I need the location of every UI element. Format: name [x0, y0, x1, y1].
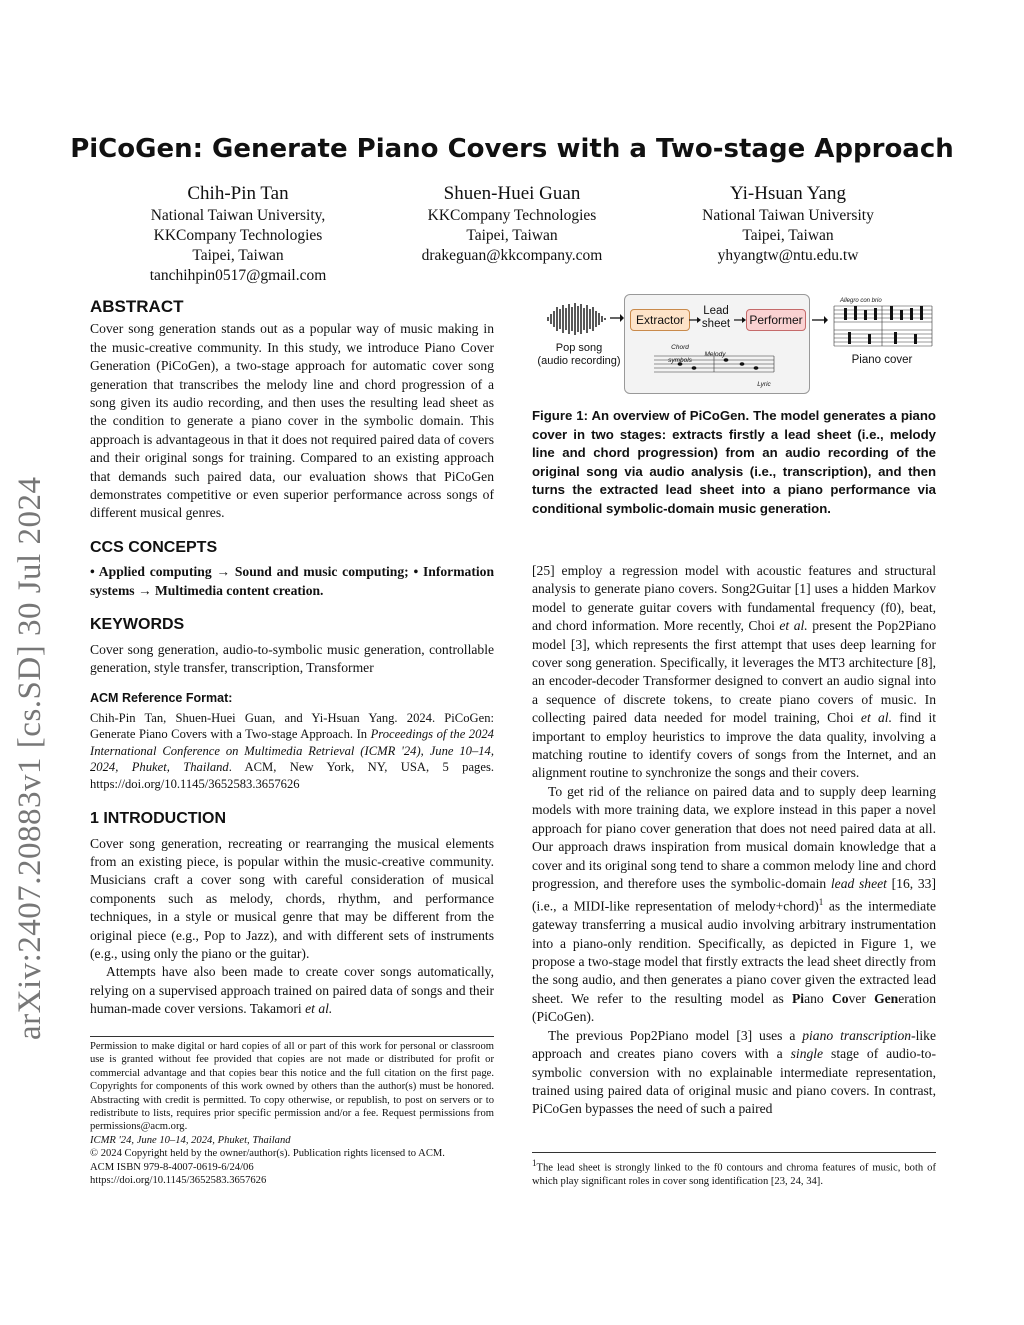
author-name: Chih-Pin Tan — [187, 183, 289, 204]
rp2-text-c: as the intermediate gateway transferring a musical audio involving arbitrary instrumentation into a piano-only rendition. Specifically, as depicted in Figure 1, we propose a two-stage model that firstly extracts the lead sheet directly from the song audio, and then generates a piano cover given the extracted lead sheet. We refer to the resulting model as — [532, 898, 937, 1006]
author-block-2 — [392, 182, 632, 266]
intro-paragraph-2 — [90, 963, 494, 1018]
author-block-1 — [118, 182, 358, 286]
arrow-icon — [610, 312, 624, 324]
author-email: drakeguan@kkcompany.com — [421, 247, 603, 264]
figure-1 — [532, 292, 936, 402]
conference-line: ICMR '24, June 10–14, 2024, Phuket, Thailand — [90, 1134, 291, 1146]
extractor-block: Extractor — [630, 309, 690, 331]
footnote-text: The lead sheet is strongly linked to the f0 contours and chroma features of music, both of which play significant roles in cover song identification [23, 24, 34]. — [532, 1162, 936, 1187]
rp1-etal-2: et al. — [860, 710, 892, 726]
right-footnote — [532, 1157, 936, 1188]
footnote-number: 1 — [532, 1158, 537, 1168]
right-footnote-rule — [532, 1152, 936, 1153]
author-location: Taipei, Taiwan — [192, 247, 284, 264]
piano-score-icon — [830, 302, 936, 352]
rp3-text-a: The previous Pop2Piano model [3] uses a — [548, 1027, 803, 1043]
author-affiliation: KKCompany Technologies — [427, 207, 597, 224]
arrow-icon — [812, 314, 828, 326]
doi-line: https://doi.org/10.1145/3652583.3657626 — [90, 1175, 267, 1187]
rp3-single: single — [790, 1046, 824, 1062]
right-paragraph-1 — [532, 562, 936, 783]
right-column — [532, 562, 936, 1119]
pop-song-label — [534, 342, 624, 368]
rp2-ver: ver — [848, 990, 875, 1006]
author-email: yhyangtw@ntu.edu.tw — [717, 247, 859, 264]
lead-text: Lead — [703, 305, 729, 317]
permission-block — [90, 1040, 494, 1187]
chord-symbols-label: Chord symbols — [668, 344, 692, 364]
intro-paragraph-1: Cover song generation, recreating or rearranging the musical elements from an existing piece, is popular within the music-creative community. Musicians craft a cover song with careful consideration of musical components such as melody, chords, rhythm, and performance techniques, in a style or musical genre that may be different from the original piece (e.g., Pop to Jazz), and with different sets of instruments (e.g., using only the piano or the guitar). — [90, 835, 494, 962]
acm-ref-venue: Proceedings of the 2024 International Conference on Multimedia Retrieval (ICMR '24), June 10–14, 2024, Phuket, Thailand — [90, 727, 494, 775]
rp2-text-a: To get rid of the reliance on paired data and to supply deep learning models with more training data, we explore instead in this paper a novel approach for piano cover generation that does not need paired data at all. Our approach draws inspiration from musical domain knowledge that a cover and its original song tend to share a common melody line and chord progression, and therefore uses the symbolic-domain — [532, 783, 936, 891]
ccs-text: • Applied computing → Sound and music computing; • Information systems → Multimedia content creation. — [90, 564, 494, 598]
lyric-label: Lyric — [757, 381, 771, 388]
author-affiliation: National Taiwan University, — [150, 207, 326, 224]
paper-title: PiCoGen: Generate Piano Covers with a Two-stage Approach — [70, 134, 954, 164]
rp1-etal-1: et al. — [779, 618, 808, 634]
rp1-text-b: present the Pop2Piano model [3], which represents the first attempt that uses deep learning for cover song generation. Specifically, it leverages the MT3 architecture [8], an encoder-decoder Transformer designed to convert an audio signal into a sequence of discrete tokens, to create piano covers of music. In collecting paired data needed for model training, Choi — [532, 618, 936, 726]
rp3-piano-transcription: piano transcription — [802, 1027, 912, 1043]
rp2-lead-sheet: lead sheet — [830, 875, 887, 891]
author-name: Yi-Hsuan Yang — [729, 183, 847, 204]
rp2-eration: eration (PiCoGen). — [532, 990, 936, 1025]
rp2-co: Co — [831, 990, 849, 1006]
sheet-text: sheet — [701, 318, 731, 330]
author-affiliation: National Taiwan University — [702, 207, 874, 224]
keywords-text: Cover song generation, audio-to-symbolic music generation, controllable generation, style transfer, transcription, Transformer — [90, 641, 494, 675]
abstract-text: Cover song generation stands out as a popular way of music making in the music-creative community. In this study, we introduce Piano Cover Generation (PiCoGen), a two-stage approach for automatic cover song generation that transcribes the melody line and chord progression of a song given its audio recording, and then uses the resulting lead sheet as the condition to generate a piano cover in the symbolic domain. This approach is advantageous in that it does not required paired data of covers and their original songs for training. Compared to an existing approach that demands such paired data, our evaluation shows that PiCoGen demonstrates competitive or even superior performance across songs of different musical genres. — [90, 321, 494, 521]
rp2-gen: Gen — [874, 990, 899, 1006]
piano-cover-label: Piano cover — [851, 354, 913, 366]
audio-recording-text: (audio recording) — [537, 355, 621, 367]
ccs-heading: CCS CONCEPTS — [90, 538, 218, 556]
acm-ref-authors: Chih-Pin Tan, Shuen-Huei Guan, and Yi-Hsuan Yang. 2024. PiCoGen: Generate Piano Covers with a Two-stage Approach. In — [90, 710, 494, 742]
rp3-text-c: stage of audio-to-symbolic conversion with no explainable intermediate representation, trained using paired data of original music and piano covers. In contrast, PiCoGen bypasses the need of such a paired — [532, 1046, 937, 1117]
rp2-text-b: [16, 33] (i.e., a MIDI-like representation of melody+chord) — [532, 875, 937, 914]
right-paragraph-3 — [532, 1027, 936, 1119]
intro-p2-text: Attempts have also been made to create cover songs automatically, relying on a supervised approach trained on paired data of songs and their human-made cover versions. Takamori — [90, 964, 494, 1017]
right-paragraph-2 — [532, 783, 936, 1027]
footnote-marker: 1 — [818, 897, 824, 908]
rp2-ano: ano — [804, 990, 832, 1006]
author-email: tanchihpin0517@gmail.com — [149, 267, 327, 284]
pop-song-text: Pop song — [555, 342, 603, 354]
lead-sheet-label — [698, 305, 734, 331]
author-location: Taipei, Taiwan — [466, 227, 558, 244]
rp2-pi: Pi — [792, 990, 805, 1006]
melody-label: Melody — [704, 351, 726, 358]
figure-1-caption: Figure 1: An overview of PiCoGen. The model generates a piano cover in two stages: extracts firstly a lead sheet (i.e., melody line and chord progression) from an audio recording of the original song via audio analysis (i.e., transcription), and then turns the extracted lead sheet into a piano performance via conditional symbolic-domain music generation. — [532, 408, 936, 516]
tempo-marking: Allegro con brio — [840, 298, 882, 304]
abstract-heading: ABSTRACT — [90, 297, 184, 316]
acm-ref-publisher: . ACM, New York, NY, USA, 5 pages. https://doi.org/10.1145/3652583.3657626 — [90, 760, 494, 791]
performer-block: Performer — [746, 309, 806, 331]
permission-text: Permission to make digital or hard copies of all or part of this work for personal or classroom use is granted without fee provided that copies are not made or distributed for profit or commercial advantage and that copies bear this notice and the full citation on the first page. Copyrights for components of this work owned by others than the author(s) must be honored. Abstracting with credit is permitted. To copy otherwise, or republish, to post on servers or to redistribute to lists, requires prior specific permission and/or a fee. Request permissions from permissions@acm.org. — [90, 1041, 494, 1133]
author-name: Shuen-Huei Guan — [443, 183, 581, 204]
author-block-3 — [668, 182, 908, 266]
keywords-heading: KEYWORDS — [90, 616, 185, 634]
arrow-icon — [734, 314, 746, 326]
rp1-text-a: [25] employ a regression model with acoustic features and structural analysis to generate piano covers. Song2Guitar [1] uses a hidden Markov model to generate guitar covers with fundamental frequency (f0), beat, and chord information. More recently, Choi — [532, 563, 936, 634]
isbn-line: ACM ISBN 979-8-4007-0619-6/24/06 — [90, 1161, 254, 1173]
rp1-text-c: find it important to employ heuristics to improve the data quality, involving a matching routine to identify covers of songs from the Internet, and an alignment routine to synchronize the songs and their covers. — [532, 710, 937, 781]
arxiv-sidebar-id: arXiv:2407.20883v1 [cs.SD] 30 Jul 2024 — [12, 476, 48, 1040]
intro-p2-etal: et al. — [305, 1001, 333, 1017]
author-affiliation: KKCompany Technologies — [153, 227, 323, 244]
acm-ref-text — [90, 710, 494, 793]
copyright-line: © 2024 Copyright held by the owner/author(s). Publication rights licensed to ACM. — [90, 1148, 445, 1160]
acm-ref-heading: ACM Reference Format: — [90, 691, 233, 706]
author-location: Taipei, Taiwan — [742, 227, 834, 244]
intro-heading: 1 INTRODUCTION — [90, 810, 226, 828]
footnote-rule — [90, 1036, 494, 1037]
waveform-icon — [546, 302, 608, 336]
rp3-text-b: -like approach and creates piano covers with a — [532, 1027, 936, 1062]
left-column — [90, 298, 494, 1019]
